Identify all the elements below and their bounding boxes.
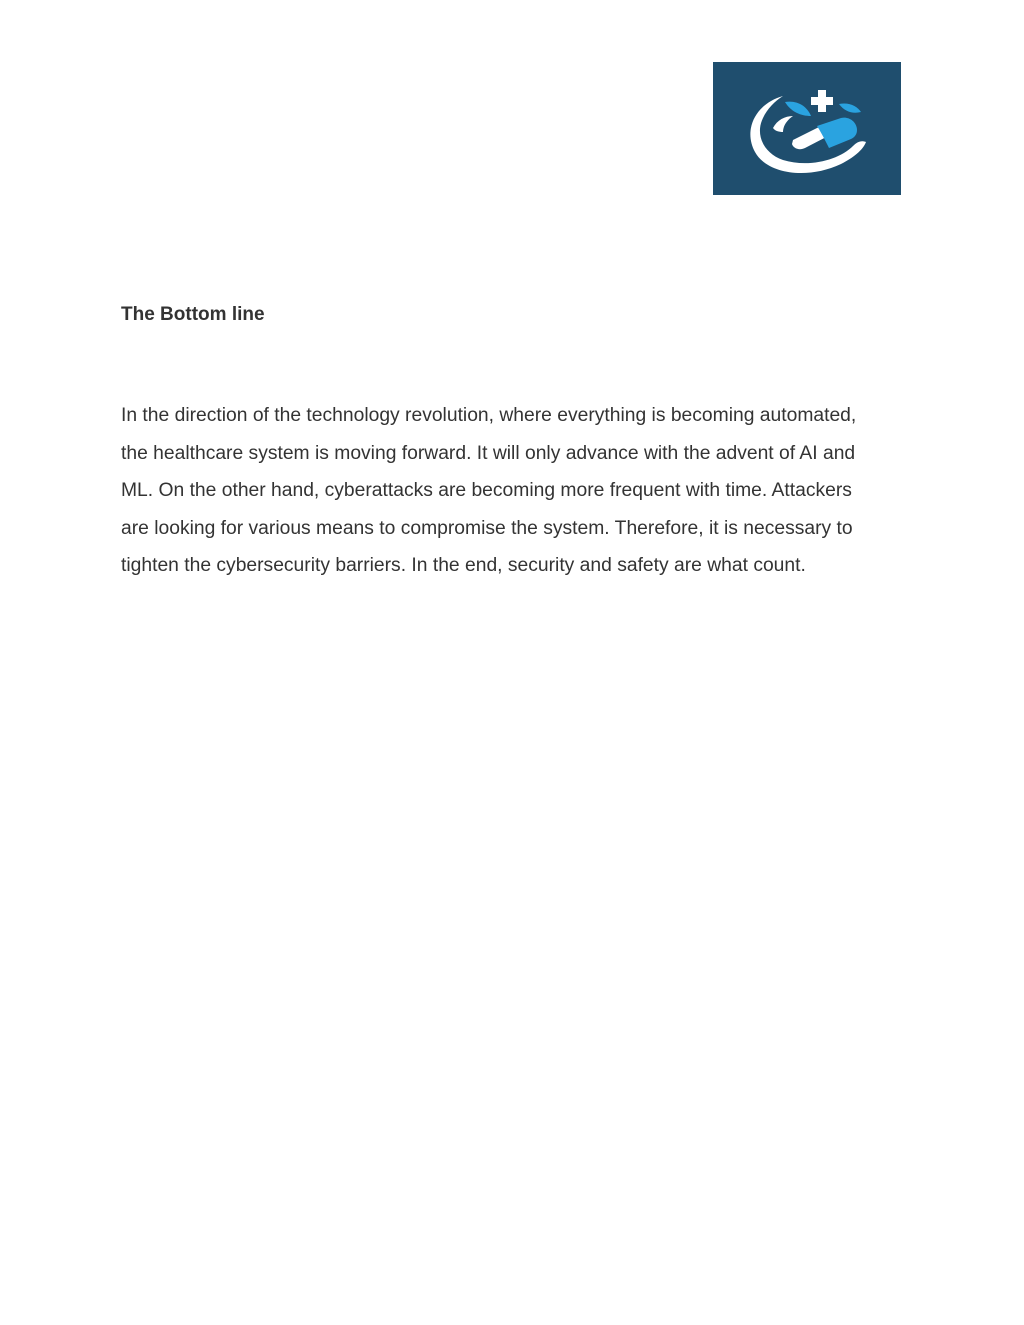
paragraph-line: ML. On the other hand, cyberattacks are becoming more frequent with time. Attackers xyxy=(121,480,852,502)
paragraph-line: In the direction of the technology revolution, where everything is becoming automated, xyxy=(121,405,857,426)
healthcare-hand-pill-cross-icon xyxy=(713,62,901,195)
paragraph-line: are looking for various means to compromise the system. Therefore, it is necessary to xyxy=(121,517,853,539)
body-paragraph xyxy=(121,397,911,585)
paragraph-line: tighten the cybersecurity barriers. In the end, security and safety are what count. xyxy=(121,555,806,577)
section-heading: The Bottom line xyxy=(121,304,265,325)
paragraph-line: the healthcare system is moving forward. It will only advance with the advent of AI and xyxy=(121,442,856,464)
healthcare-logo xyxy=(713,62,901,195)
